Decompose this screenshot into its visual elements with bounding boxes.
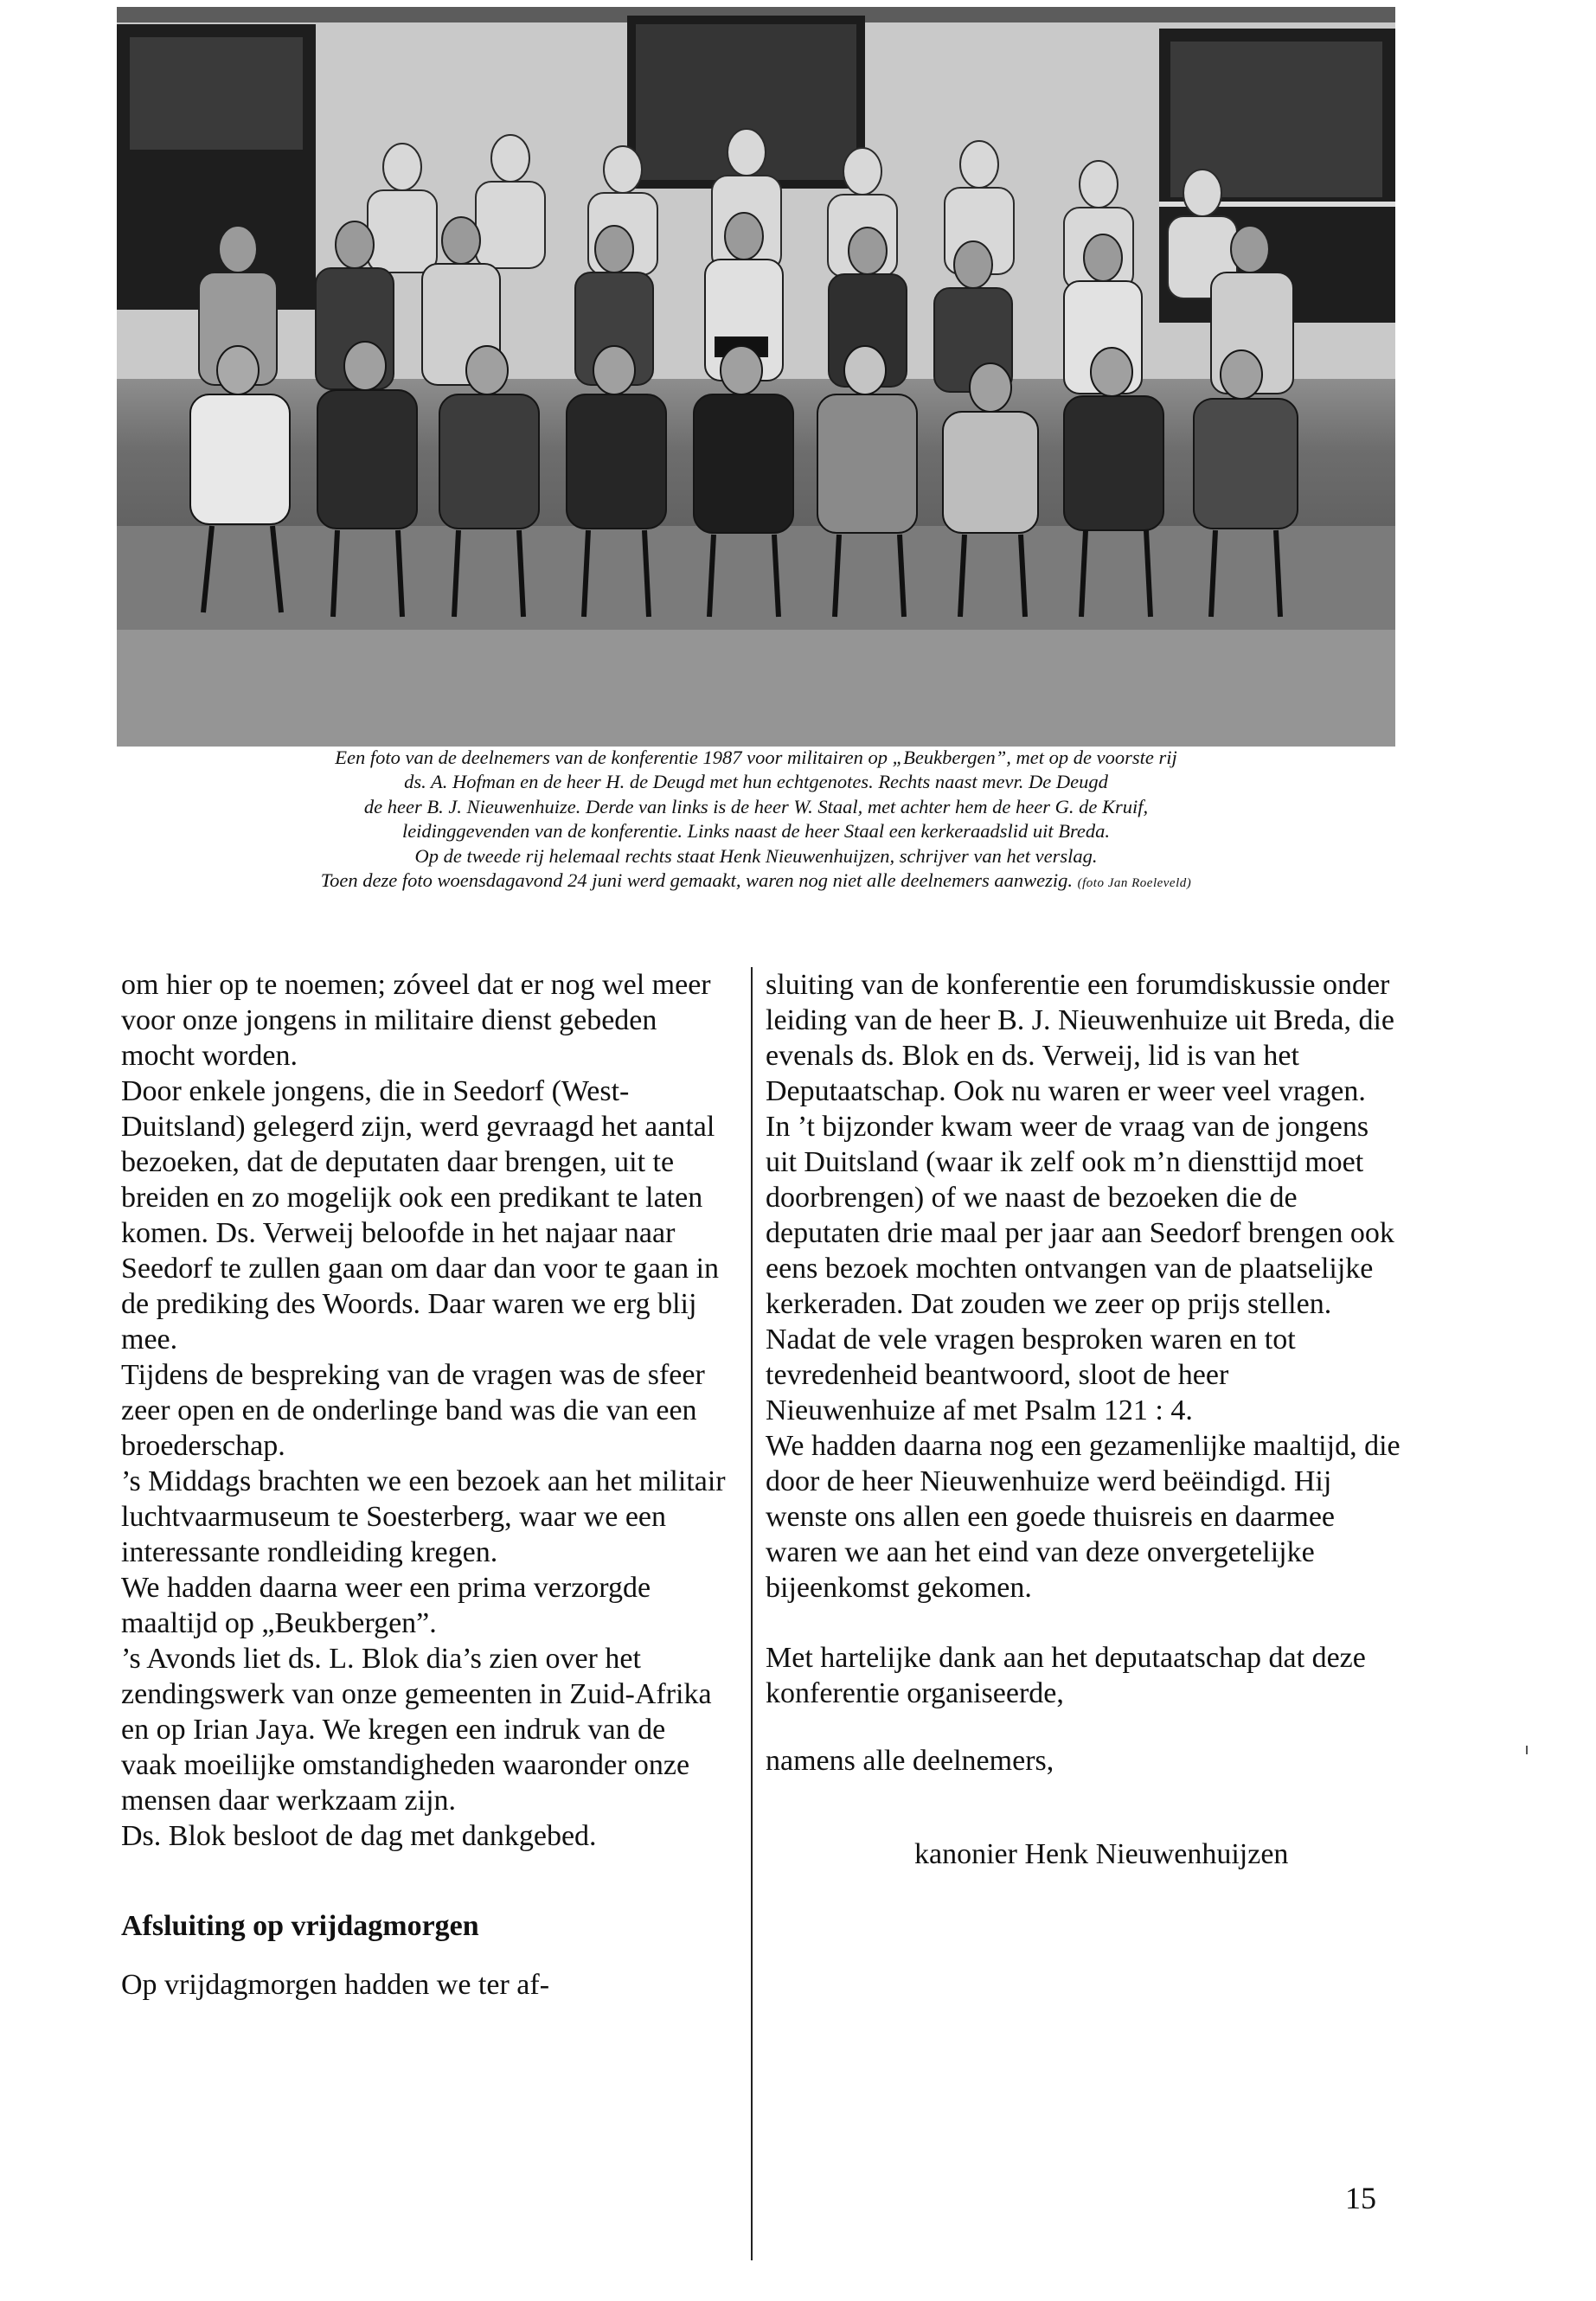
- caption-line: leidinggevenden van de konferentie. Links naast de heer Staal een kerkeraadslid uit Breda.: [401, 820, 1111, 843]
- closing-line: namens alle deelnemers,: [766, 1745, 1054, 1777]
- paragraph: ’s Avonds liet ds. L. Blok dia’s zien over het zendingswerk van onze gemeenten in Zuid-Afrika en op Irian Jaya. We kregen een indruk van de vaak moeilijke omstandigheden waaronder onze mensen daar werkzaam zijn.: [121, 1643, 712, 1817]
- paragraph: In ’t bijzonder kwam weer de vraag van de jongens uit Duitsland (waar ik zelf ook m’n diensttijd moet doorbrengen) of we naast de bezoeken die de deputaten drie maal per jaar aan Seedorf brengen ook eens bezoek mochten ontvangen van de plaatselijke kerkeraden. Dat zouden we zeer op prijs stellen.: [766, 1111, 1394, 1320]
- right-column: [766, 967, 1406, 1872]
- paragraph: Door enkele jongens, die in Seedorf (West-Duitsland) gelegerd zijn, werd gevraagd het aantal bezoeken, dat de deputaten daar brengen, uit te breiden en zo mogelijk ook een predikant te laten komen. Ds. Verweij beloofde in het najaar naar Seedorf te zullen gaan om daar dan voor te gaan in de prediking des Woords. Daar waren we erg blij mee.: [121, 1075, 720, 1356]
- caption-line: Een foto van de deelnemers van de konferentie 1987 voor militairen op „Beukbergen”, met op de voorste rij: [335, 747, 1177, 768]
- paragraph: om hier op te noemen; zóveel dat er nog wel meer voor onze jongens in militaire dienst gebeden mocht worden.: [121, 969, 711, 1072]
- paragraph: Op vrijdagmorgen hadden we ter af-: [121, 1969, 550, 2001]
- caption-line: de heer B. J. Nieuwenhuize. Derde van links is de heer W. Staal, met achter hem de heer G. de Kruif,: [363, 795, 1149, 817]
- paragraph: Tijdens de bespreking van de vragen was de sfeer zeer open en de onderlinge band was die van een broederschap.: [121, 1359, 705, 1462]
- group-photo: [117, 7, 1395, 747]
- caption-line-last: [117, 868, 1395, 895]
- column-divider: [751, 967, 753, 2260]
- left-column: [121, 967, 727, 2003]
- photo-caption: [117, 746, 1395, 895]
- print-mark: [1526, 1746, 1528, 1754]
- signature: kanonier Henk Nieuwenhuijzen: [914, 1838, 1289, 1870]
- page-number: 15: [1345, 2181, 1376, 2215]
- section-heading: Afsluiting op vrijdagmorgen: [121, 1910, 479, 1942]
- caption-line: Op de tweede rij helemaal rechts staat Henk Nieuwenhuijzen, schrijver van het verslag.: [414, 844, 1098, 867]
- photo-credit: (foto Jan Roeleveld): [1077, 876, 1192, 891]
- paragraph: sluiting van de konferentie een forumdiskussie onder leiding van de heer B. J. Nieuwenhuize uit Breda, die evenals ds. Blok en ds. Verweij, lid is van het Deputaatschap. Ook nu waren er weer veel vragen.: [766, 969, 1394, 1107]
- paragraph: We hadden daarna weer een prima verzorgde maaltijd op „Beukbergen”.: [121, 1572, 651, 1639]
- caption-line: ds. A. Hofman en de heer H. de Deugd met hun echtgenotes. Rechts naast mevr. De Deugd: [404, 771, 1108, 793]
- paragraph: ’s Middags brachten we een bezoek aan het militair luchtvaarmuseum te Soesterberg, waar we een interessante rondleiding kregen.: [121, 1465, 726, 1568]
- caption-line-text: Toen deze foto woensdagavond 24 juni werd gemaakt, waren nog niet alle deelnemers aanwezig.: [320, 869, 1074, 892]
- paragraph: Ds. Blok besloot de dag met dankgebed.: [121, 1820, 597, 1852]
- paragraph: We hadden daarna nog een gezamenlijke maaltijd, die door de heer Nieuwenhuize werd beëindigd. Hij wenste ons allen een goede thuisreis en daarmee waren we aan het eind van deze onvergetelijke bijeenkomst gekomen.: [766, 1430, 1401, 1604]
- group-photo-drawing: [117, 7, 1395, 747]
- thanks-paragraph: Met hartelijke dank aan het deputaatschap dat deze konferentie organiseerde,: [766, 1642, 1366, 1709]
- paragraph: Nadat de vele vragen besproken waren en tot tevredenheid beantwoord, sloot de heer Nieuwenhuize af met Psalm 121 : 4.: [766, 1324, 1296, 1426]
